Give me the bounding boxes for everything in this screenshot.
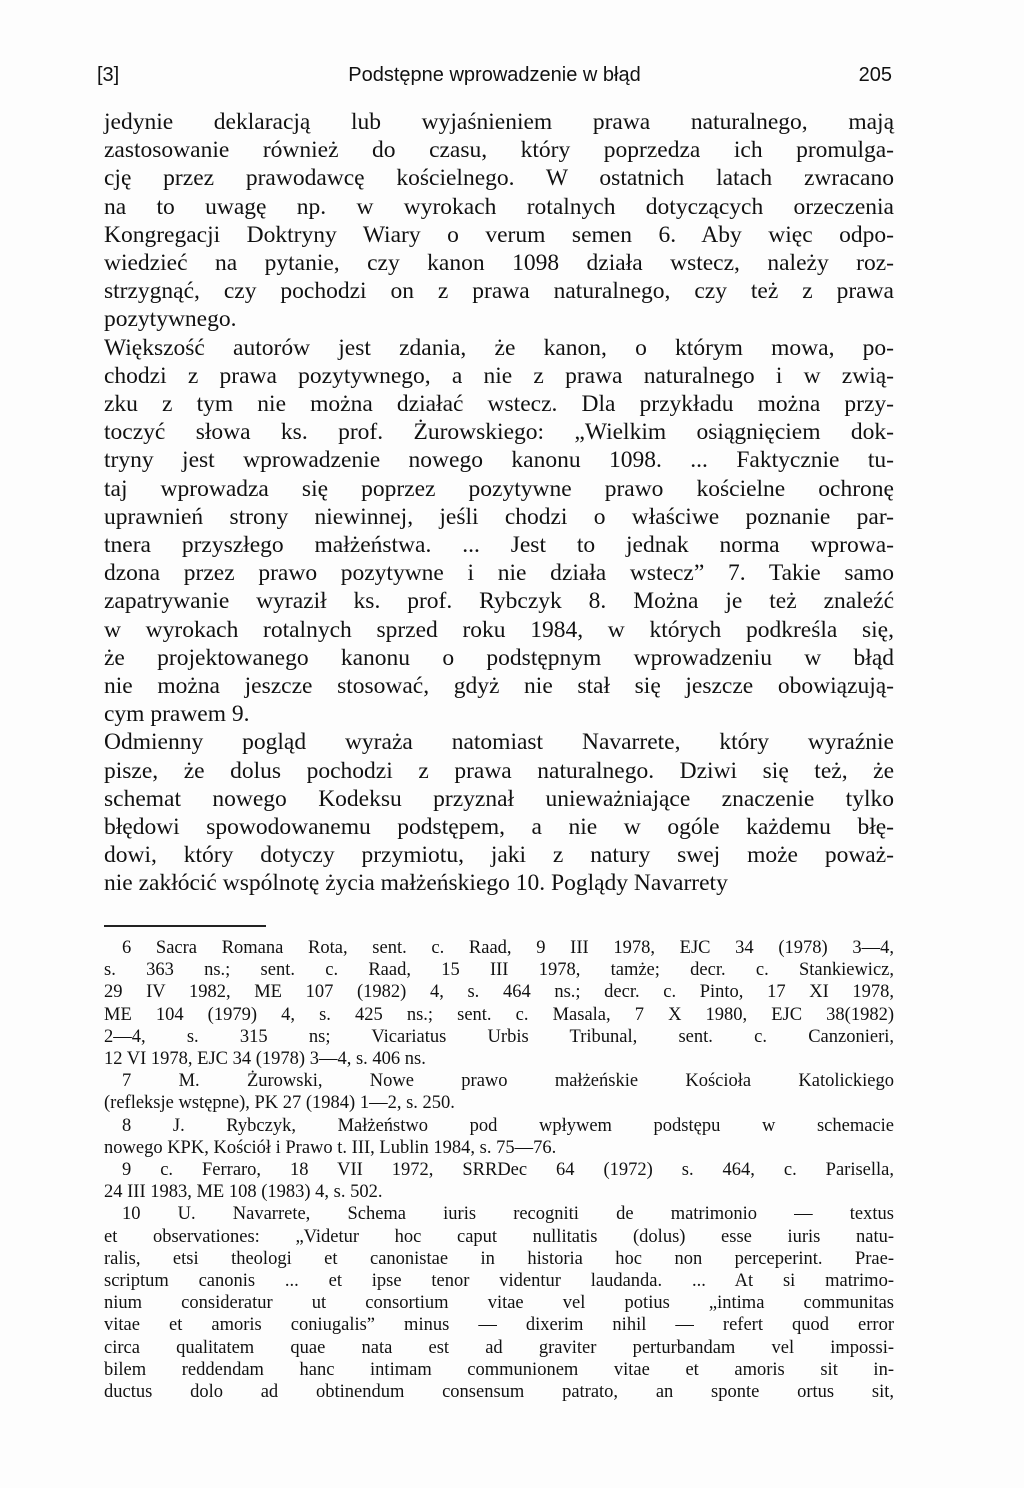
footnote-line: et observationes: „Videtur hoc caput nullitatis (dolus) esse iuris natu- <box>104 1226 894 1247</box>
footnote-line: 10 U. Navarrete, Schema iuris recogniti de matrimonio — textus <box>122 1204 894 1225</box>
body-line: zastosowanie również do czasu, który poprzedza ich promulga- <box>104 137 894 164</box>
body-line: toczyć słowa ks. prof. Żurowskiego: „Wielkim osiągnięciem dok- <box>104 419 894 446</box>
body-line: chodzi z prawa pozytywnego, a nie z prawa naturalnego i w zwią- <box>104 362 894 389</box>
footnote-line: 8 J. Rybczyk, Małżeństwo pod wpływem podstępu w schemacie <box>122 1115 894 1136</box>
body-line: cym prawem 9. <box>104 701 250 728</box>
footnote-line: s. 363 ns.; sent. c. Raad, 15 III 1978, tamże; decr. c. Stankiewicz, <box>104 960 894 981</box>
body-line: dowi, który dotyczy przymiotu, jaki z natury swej może poważ- <box>104 842 894 869</box>
body-line: strzygnąć, czy pochodzi on z prawa naturalnego, czy też z prawa <box>104 278 894 305</box>
footnote-separator <box>104 925 266 927</box>
footnote-line: (refleksje wstępne), PK 27 (1984) 1—2, s. 250. <box>104 1093 455 1114</box>
footnote-line: ductus dolo ad obtinendum consensum patrato, an sponte ortus sit, <box>104 1382 894 1403</box>
body-text <box>104 108 894 898</box>
body-line: taj wprowadza się poprzez pozytywne prawo kościelne ochronę <box>104 475 894 502</box>
body-line: Większość autorów jest zdania, że kanon, o którym mowa, po- <box>104 334 894 361</box>
footnote-line: ME 104 (1979) 4, s. 425 ns.; sent. c. Masala, 7 X 1980, EJC 38(1982) <box>104 1004 894 1025</box>
section-number: [3] <box>97 64 120 86</box>
running-header <box>97 64 892 92</box>
footnote-line: vitae et amoris coniugalis” minus — dixerim nihil — refert quod error <box>104 1315 894 1336</box>
body-line: nie zakłócić wspólnotę życia małżeńskiego 10. Poglądy Navarrety <box>104 870 728 897</box>
body-line: pisze, że dolus pochodzi z prawa naturalnego. Dziwi się też, że <box>104 757 894 784</box>
body-line: że projektowanego kanonu o podstępnym wprowadzeniu w błąd <box>104 644 894 671</box>
body-line: zapatrywanie wyraził ks. prof. Rybczyk 8. Można je też znaleźć <box>104 588 894 615</box>
body-line: wiedzieć na pytanie, czy kanon 1098 działa wstecz, należy roz- <box>104 250 894 277</box>
footnote-line: 9 c. Ferraro, 18 VII 1972, SRRDec 64 (1972) s. 464, c. Parisella, <box>122 1160 894 1181</box>
body-line: w wyrokach rotalnych sprzed roku 1984, w których podkreśla się, <box>104 616 894 643</box>
footnote-line: bilem reddendam hanc intimam communionem vitae et amoris sit in- <box>104 1359 894 1380</box>
footnotes <box>104 937 894 1403</box>
footnote-line: 29 IV 1982, ME 107 (1982) 4, s. 464 ns.; decr. c. Pinto, 17 XI 1978, <box>104 982 894 1003</box>
body-line: Kongregacji Doktryny Wiary o verum semen 6. Aby więc odpo- <box>104 221 894 248</box>
body-line: uprawnień strony niewinnej, jeśli chodzi o właściwe poznanie par- <box>104 503 894 530</box>
footnote-line: circa qualitatem quae nata est ad graviter perturbandam vel impossi- <box>104 1337 894 1358</box>
footnote-line: 2—4, s. 315 ns; Vicariatus Urbis Tribunal, sent. c. Canzonieri, <box>104 1026 894 1047</box>
body-line: tryny jest wprowadzenie nowego kanonu 1098. ... Faktycznie tu- <box>104 447 894 474</box>
footnote-line: 12 VI 1978, EJC 34 (1978) 3—4, s. 406 ns. <box>104 1049 426 1070</box>
body-line: pozytywnego. <box>104 306 237 333</box>
body-line: dzona przez prawo pozytywne i nie działa wstecz” 7. Takie samo <box>104 560 894 587</box>
footnote-line: 6 Sacra Romana Rota, sent. c. Raad, 9 III 1978, EJC 34 (1978) 3—4, <box>122 938 894 958</box>
page-number: 205 <box>858 64 892 86</box>
body-line: jedynie deklaracją lub wyjaśnieniem prawa naturalnego, mają <box>104 109 894 135</box>
footnote-line: 7 M. Żurowski, Nowe prawo małżeńskie Kościoła Katolickiego <box>122 1071 894 1092</box>
body-line: Odmienny pogląd wyraża natomiast Navarrete, który wyraźnie <box>104 729 894 756</box>
running-title: Podstępne wprowadzenie w błąd <box>348 64 641 86</box>
body-line: schemat nowego Kodeksu przyznał unieważniające znaczenie tylko <box>104 785 894 812</box>
body-line: zku z tym nie można działać wstecz. Dla przykładu można przy- <box>104 391 894 418</box>
footnote-line: nium consideratur ut consortium vitae vel potius „intima communitas <box>104 1293 894 1314</box>
body-line: na to uwagę np. w wyrokach rotalnych dotyczących orzeczenia <box>104 193 894 220</box>
body-line: tnera przyszłego małżeństwa. ... Jest to jednak norma wprowa- <box>104 532 894 559</box>
body-line: cję przez prawodawcę kościelnego. W ostatnich latach zwracano <box>104 165 894 192</box>
footnote-line: 24 III 1983, ME 108 (1983) 4, s. 502. <box>104 1182 383 1203</box>
footnote-line: scriptum canonis ... et ipse tenor videntur laudanda. ... At si matrimo- <box>104 1271 894 1292</box>
footnote-line: ralis, etsi theologi et canonistae in historia hoc non perceperint. Prae- <box>104 1248 894 1269</box>
footnote-line: nowego KPK, Kościół i Prawo t. III, Lublin 1984, s. 75—76. <box>104 1137 557 1158</box>
body-line: błędowi spowodowanemu podstępem, a nie w ogóle każdemu błę- <box>104 814 894 841</box>
body-line: nie można jeszcze stosować, gdyż nie stał się jeszcze obowiązują- <box>104 673 894 700</box>
